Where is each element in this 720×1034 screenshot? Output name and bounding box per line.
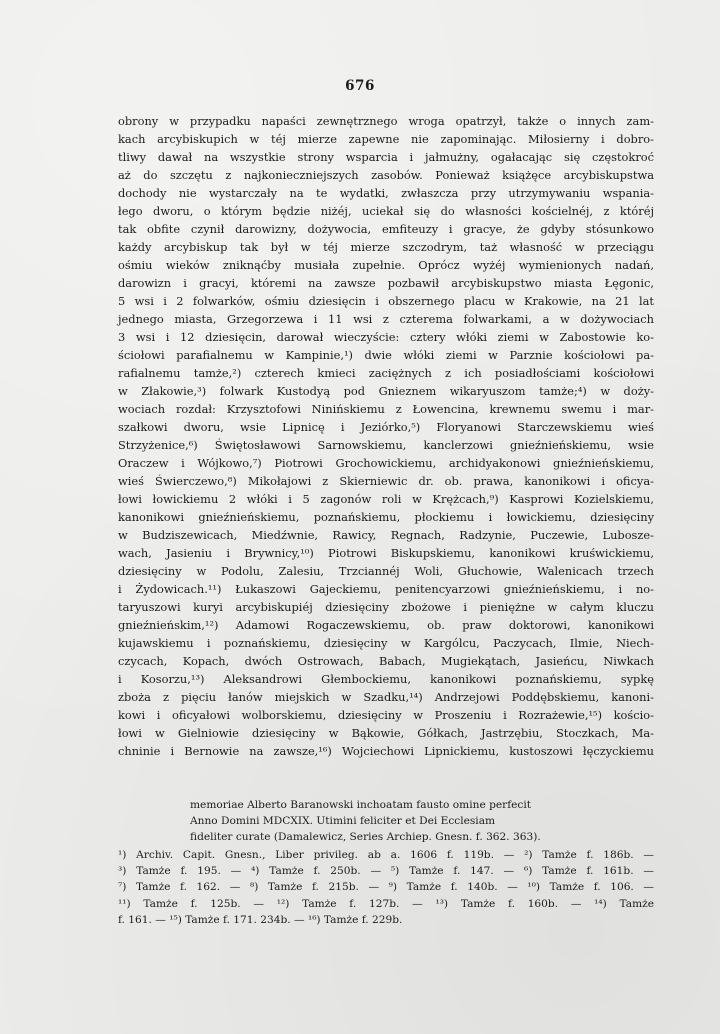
footnote-line: ³) Tamże f. 195. — ⁴) Tamże f. 250b. — ⁵) Tamże f. 147. — ⁶) Tamże f. 161b. —: [118, 865, 654, 878]
footnote-line: ⁷) Tamże f. 162. — ⁸) Tamże f. 215b. — ⁹) Tamże f. 140b. — ¹⁰) Tamże f. 106. —: [118, 881, 654, 894]
body-line: i Żydowicach.¹¹) Łukaszowi Gajeckiemu, penitencyarzowi gnieźnieńskiemu, i no-: [118, 582, 654, 596]
body-line: czycach, Kopach, dwóch Ostrowach, Babach, Mugiekątach, Jasieńcu, Niwkach: [118, 654, 654, 668]
body-line: dochody nie wystarczały na te wydatki, zwłaszcza przy utrzymywaniu wspania-: [118, 186, 654, 200]
body-line: łowi łowickiemu 2 włóki i 5 zagonów roli w Krężcach,⁹) Kasprowi Kozielskiemu,: [118, 492, 654, 506]
dedication-line: Anno Domini MDCXIX. Utimini feliciter et Dei Ecclesiam: [190, 815, 496, 827]
page-number: 676: [345, 78, 375, 94]
body-line: kanonikowi gnieźnieńskiemu, poznańskiemu, płockiemu i łowickiemu, dziesięciny: [118, 510, 654, 524]
dedication-inscription: [190, 797, 590, 845]
body-line: Strzyżenice,⁶) Świętosławowi Sarnowskiemu, kanclerzowi gnieźnieńskiemu, wsie: [118, 438, 654, 452]
body-line: kujawskiemu i poznańskiemu, dziesięciny w Kargólcu, Paczycach, Ilmie, Niech-: [118, 636, 654, 650]
body-line: kowi i oficyałowi wolborskiemu, dziesięciny w Proszeniu i Rozrażewie,¹⁵) kościo-: [118, 708, 654, 722]
body-line: zboża z pięciu łanów miejskich w Szadku,¹⁴) Andrzejowi Poddębskiemu, kanoni-: [118, 690, 654, 704]
body-line: chninie i Bernowie na zawsze,¹⁶) Wojciechowi Lipnickiemu, kustoszowi łęczyckiemu: [118, 744, 654, 758]
body-line: wieś Świerczewo,⁸) Mikołajowi z Skierniewic dr. ob. prawa, kanonikowi i oficya-: [118, 474, 654, 488]
body-line: dziesięciny w Podolu, Zalesiu, Trzciannéj Woli, Głuchowie, Walenicach trzech: [118, 564, 654, 578]
body-line: każdy arcybiskup tak był w téj mierze szczodrym, taż własność w przeciągu: [118, 240, 654, 254]
dedication-line: memoriae Alberto Baranowski inchoatam fausto omine perfecit: [190, 799, 531, 811]
body-line: w Złakowie,³) folwark Kustodyą pod Gnieznem wikaryuszom tamże;⁴) w doży-: [118, 384, 654, 398]
body-line: łego dworu, o którym będzie niżéj, uciekał się do własności kościelnéj, z któréj: [118, 204, 654, 218]
footnote-line: ¹¹) Tamże f. 125b. — ¹²) Tamże f. 127b. — ¹³) Tamże f. 160b. — ¹⁴) Tamże: [118, 897, 654, 910]
body-line: gnieźnieńskim,¹²) Adamowi Rogaczewskiemu, ob. praw doktorowi, kanonikowi: [118, 618, 654, 632]
main-body-text: [118, 112, 654, 760]
body-line: Oraczew i Wójkowo,⁷) Piotrowi Grochowickiemu, archidyakonowi gnieźnieńskiemu,: [118, 456, 654, 470]
body-line: szałkowi dworu, wsie Lipnicę i Jeziórko,⁵) Floryanowi Starczewskiemu wieś: [118, 420, 654, 434]
body-line: łowi w Gielniowie dziesięciny w Bąkowie, Gółkach, Jastrzębiu, Stoczkach, Ma-: [118, 726, 654, 740]
body-line: 3 wsi i 12 dziesięcin, darował wieczyście: cztery włóki ziemi w Zabostowie ko-: [118, 330, 654, 344]
body-line: taryuszowi kuryi arcybiskupiéj dziesięciny zbożowe i pieniężne w całym kluczu: [118, 600, 654, 614]
body-line: kach arcybiskupich w téj mierze zapewne nie zapominając. Miłosierny i dobro-: [118, 132, 654, 146]
footnotes: [118, 847, 654, 928]
body-line: wach, Jasieniu i Brywnicy,¹⁰) Piotrowi Biskupskiemu, kanonikowi kruświckiemu,: [118, 546, 654, 560]
body-line: wociach rozdał: Krzysztofowi Ninińskiemu z Łowencina, krewnemu swemu i mar-: [118, 402, 654, 416]
body-line: aż do szczętu z najkonieczniejszych zasobów. Ponieważ książęce arcybiskupstwa: [118, 168, 654, 182]
footnote-line: f. 161. — ¹⁵) Tamże f. 171. 234b. — ¹⁶) Tamże f. 229b.: [118, 913, 403, 926]
body-line: darowizn i gracyi, któremi na zawsze pozbawił arcybiskupstwo miasta Łęgonic,: [118, 276, 654, 290]
body-line: 5 wsi i 2 folwarków, ośmiu dziesięcin i obszernego placu w Krakowie, na 21 lat: [118, 294, 654, 308]
body-line: ośmiu wieków zniknąćby musiała zupełnie. Oprócz wyżéj wymienionych nadań,: [118, 258, 654, 272]
body-line: obrony w przypadku napaści zewnętrznego wroga opatrzył, także o innych zam-: [118, 114, 654, 128]
body-line: w Budziszewicach, Miedźwnie, Rawicy, Regnach, Radzynie, Puczewie, Lubosze-: [118, 528, 654, 542]
body-line: rafialnemu tamże,²) czterech kmieci zaciężnych z ich posiadłościami kościołowi: [118, 366, 654, 380]
footnote-line: ¹) Archiv. Capit. Gnesn., Liber privileg. ab a. 1606 f. 119b. — ²) Tamże f. 186b. —: [118, 849, 654, 861]
body-line: tak obfite czynił darowizny, dożywocia, emfiteuzy i gracye, że gdyby stósunkowo: [118, 222, 654, 236]
body-line: ściołowi parafialnemu w Kampinie,¹) dwie włóki ziemi w Parznie kościołowi pa-: [118, 348, 654, 362]
dedication-line: fideliter curate (Damalewicz, Series Archiep. Gnesn. f. 362. 363).: [190, 831, 541, 843]
body-line: i Kosorzu,¹³) Aleksandrowi Głembockiemu, kanonikowi poznańskiemu, sypkę: [118, 672, 654, 686]
body-line: tliwy dawał na wszystkie strony wsparcia i jałmużny, ogałacając się częstokroć: [118, 150, 654, 164]
body-line: jednego miasta, Grzegorzewa i 11 wsi z czterema folwarkami, a w dożywociach: [118, 312, 654, 326]
